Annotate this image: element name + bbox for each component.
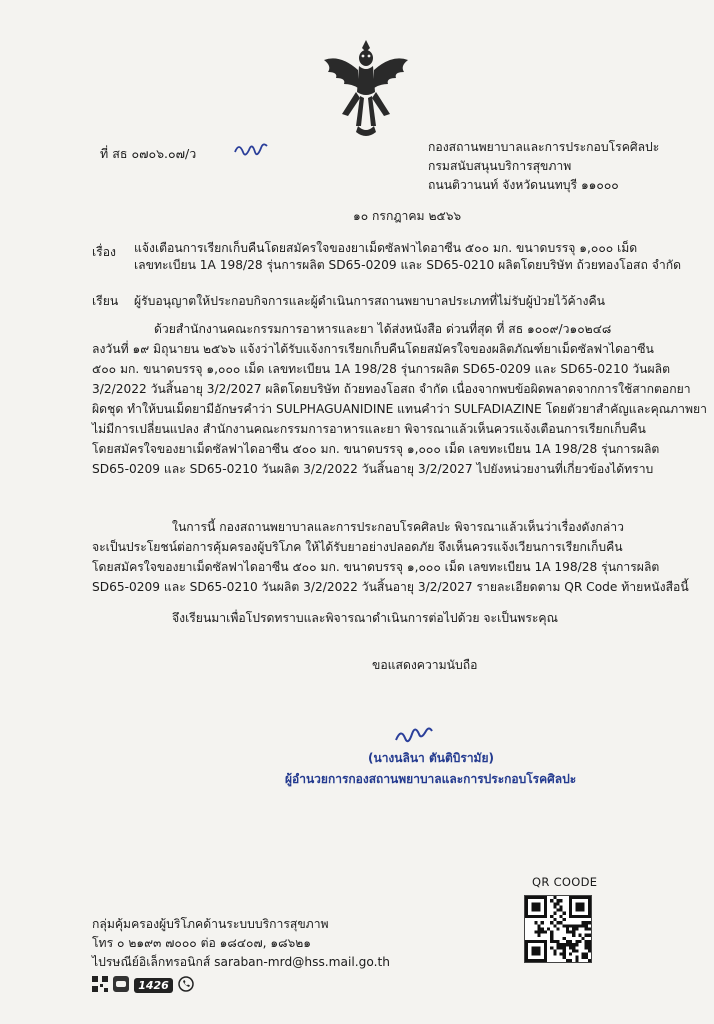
regards-text: ขอแสดงความนับถือ — [372, 658, 478, 672]
paragraph-line: ด้วยสำนักงานคณะกรรมการอาหารและยา ได้ส่งหนังสือ ด่วนที่สุด ที่ สธ ๑๐๐๙/ว๑๐๒๔๘ — [154, 322, 612, 336]
qr-code[interactable] — [524, 895, 592, 963]
paragraph-line: ในการนี้ กองสถานพยาบาลและการประกอบโรคศิลปะ พิจารณาแล้วเห็นว่าเรื่องดังกล่าว — [172, 520, 624, 534]
paragraph-line: ลงวันที่ ๑๙ มิถุนายน ๒๕๖๖ แจ้งว่าได้รับแจ้งการเรียกเก็บคืนโดยสมัครใจของผลิตภัณฑ์ยาเม็ดซัลฟาไดอาซีน — [92, 342, 654, 356]
paragraph-line: SD65-0209 และ SD65-0210 วันผลิต 3/2/2022 วันสิ้นอายุ 3/2/2027 ไปยังหน่วยงานที่เกี่ยวข้องได้ทราบ — [92, 462, 654, 476]
hotline-badge: 1426 — [134, 978, 173, 993]
paragraph-line: จะเป็นประโยชน์ต่อการคุ้มครองผู้บริโภค ให้ได้รับยาอย่างปลอดภัย จึงเห็นควรแจ้งเวียนการเรียกเก็บคืน — [92, 540, 623, 554]
signer-title: ผู้อำนวยการกองสถานพยาบาลและการประกอบโรคศิลปะ — [285, 772, 577, 786]
subject-text — [134, 240, 681, 274]
document-number: ที่ สธ ๐๗๐๖.๐๗/ว — [100, 146, 197, 161]
subject-line: แจ้งเตือนการเรียกเก็บคืนโดยสมัครใจของยาเม็ดซัลฟาไดอาซีน ๕๐๐ มก. ขนาดบรรจุ ๑,๐๐๐ เม็ด — [134, 241, 638, 255]
body-paragraph-1 — [92, 321, 707, 478]
recipient-text: ผู้รับอนุญาตให้ประกอบกิจการและผู้ดำเนินการสถานพยาบาลประเภทที่ไม่รับผู้ป่วยไว้ค้างคืน — [134, 294, 605, 308]
paragraph-line: ไม่มีการเปลี่ยนแปลง สำนักงานคณะกรรมการอาหารและยา พิจารณาแล้วเห็นควรแจ้งเตือนการเรียกเก็บคืน — [92, 422, 646, 436]
paragraph-line: ๕๐๐ มก. ขนาดบรรจุ ๑,๐๐๐ เม็ด เลขทะเบียน 1A 198/28 รุ่นการผลิต SD65-0209 และ SD65-0210 วันผลิต — [92, 362, 671, 376]
paragraph-line: โดยสมัครใจของยาเม็ดซัลฟาไดอาซีน ๕๐๐ มก. ขนาดบรรจุ ๑,๐๐๐ เม็ด เลขทะเบียน 1A 198/28 รุ่นการผลิต — [92, 560, 660, 574]
footer-phone: โทร ๐ ๒๑๙๓ ๗๐๐๐ ต่อ ๑๘๔๐๗, ๑๘๖๒๑ — [92, 936, 312, 950]
address-line: ถนนติวานนท์ จังหวัดนนทบุรี ๑๑๐๐๐ — [428, 178, 619, 192]
paragraph-line: SD65-0209 และ SD65-0210 วันผลิต 3/2/2022 วันสิ้นอายุ 3/2/2027 รายละเอียดตาม QR Code ท้ายหนังสือนี้ — [92, 580, 689, 594]
footer-department: กลุ่มคุ้มครองผู้บริโภคด้านระบบบริการสุขภาพ — [92, 917, 329, 931]
qr-small-icon — [92, 976, 108, 996]
sender-address — [428, 138, 659, 195]
subject-line: เลขทะเบียน 1A 198/28 รุ่นการผลิต SD65-0209 และ SD65-0210 ผลิตโดยบริษัท ถ้วยทองโอสถ จำกัด — [134, 258, 681, 272]
handwritten-signature — [392, 722, 436, 748]
address-line: กองสถานพยาบาลและการประกอบโรคศิลปะ — [428, 140, 660, 154]
footer-email: ไปรษณีย์อิเล็กทรอนิกส์ saraban-mrd@hss.mail.go.th — [92, 955, 391, 969]
qr-code-label: QR COODE — [532, 875, 598, 889]
address-line: กรมสนับสนุนบริการสุขภาพ — [428, 159, 572, 173]
subject-label: เรื่อง — [92, 245, 116, 259]
recipient-label: เรียน — [92, 294, 119, 308]
footer-contact-icons — [92, 975, 194, 993]
body-paragraph-2 — [92, 519, 689, 596]
handwritten-number-mark — [232, 136, 270, 160]
paragraph-line: โดยสมัครใจของยาเม็ดซัลฟาไดอาซีน ๕๐๐ มก. ขนาดบรรจุ ๑,๐๐๐ เม็ด เลขทะเบียน 1A 198/28 รุ่นการผลิต — [92, 442, 660, 456]
signer-name: (นางนลินา ตันติบิรามัย) — [368, 751, 494, 765]
line-app-icon — [113, 976, 129, 996]
qr-code-icon — [525, 896, 591, 962]
garuda-emblem-icon — [318, 36, 414, 142]
paragraph-line: 3/2/2022 วันสิ้นอายุ 3/2/2027 ผลิตโดยบริษัท ถ้วยทองโอสถ จำกัด เนื่องจากพบข้อผิดพลาดจากการใช้สากตอกยา — [92, 382, 691, 396]
phone-icon — [178, 976, 194, 996]
closing-sentence: จึงเรียนมาเพื่อโปรดทราบและพิจารณาดำเนินการต่อไปด้วย จะเป็นพระคุณ — [172, 611, 558, 625]
document-date: ๑๐ กรกฎาคม ๒๕๖๖ — [353, 209, 462, 223]
paragraph-line: ผิดชุด ทำให้บนเม็ดยามีอักษรคำว่า SULPHAGUANIDINE แทนคำว่า SULFADIAZINE โดยตัวยาสำคัญและคุณภาพยา — [92, 402, 707, 416]
